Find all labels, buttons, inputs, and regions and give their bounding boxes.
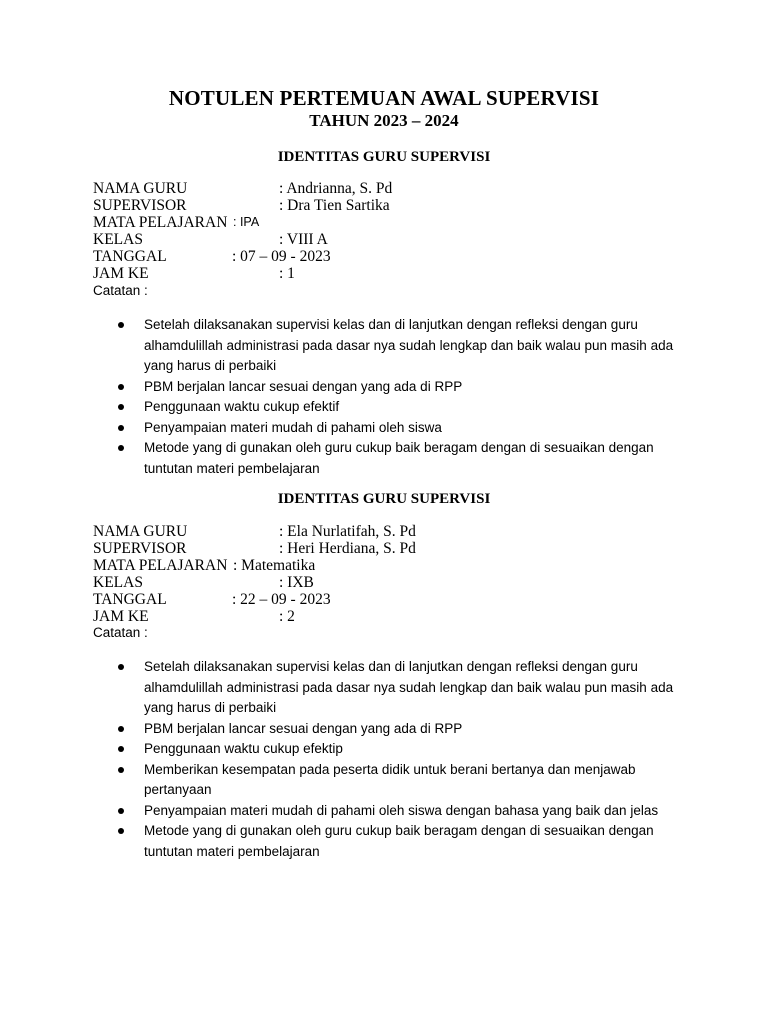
field-label: TANGGAL	[93, 248, 167, 265]
field-label: NAMA GURU	[93, 180, 188, 197]
list-item	[113, 438, 693, 479]
field-kelas	[93, 574, 693, 591]
document-title: NOTULEN PERTEMUAN AWAL SUPERVISI	[168, 86, 600, 110]
field-label: NAMA GURU	[93, 523, 188, 540]
bullet-icon	[118, 767, 124, 773]
field-tanggal	[93, 248, 693, 265]
field-value: : 2	[279, 608, 295, 625]
bullet-icon	[118, 322, 124, 328]
bullet-icon	[118, 808, 124, 814]
identity-block-1	[93, 180, 693, 282]
list-item	[113, 821, 693, 862]
list-item	[113, 801, 693, 822]
field-label: MATA PELAJARAN	[93, 557, 228, 574]
field-label: SUPERVISOR	[93, 540, 187, 557]
field-label: JAM KE	[93, 608, 149, 625]
list-item	[113, 719, 693, 740]
field-nama-guru	[93, 180, 693, 197]
list-item	[113, 315, 693, 377]
note-text: Penggunaan waktu cukup efektip	[144, 741, 343, 756]
note-text: Setelah dilaksanakan supervisi kelas dan di lanjutkan dengan refleksi dengan guru alhamdulillah administrasi pada dasar nya sudah lengkap dan baik walau pun masih ada yang harus di perbaiki	[144, 659, 674, 715]
field-label: SUPERVISOR	[93, 197, 187, 214]
field-value: : Heri Herdiana, S. Pd	[279, 540, 416, 557]
note-text: Metode yang di gunakan oleh guru cukup baik beragam dengan di sesuaikan dengan tuntutan materi pembelajaran	[144, 440, 654, 476]
field-jam-ke	[93, 265, 693, 282]
notes-label-1: Catatan :	[93, 283, 148, 298]
field-jam-ke	[93, 608, 693, 625]
bullet-icon	[118, 384, 124, 390]
note-text: PBM berjalan lancar sesuai dengan yang ada di RPP	[144, 720, 463, 736]
field-value: : Matematika	[233, 557, 316, 574]
field-value: : 07 – 09 - 2023	[232, 248, 331, 265]
bullet-icon	[118, 404, 124, 410]
field-value: : 22 – 09 - 2023	[232, 591, 331, 608]
notes-list-2	[113, 657, 693, 862]
field-value: : Dra Tien Sartika	[279, 197, 390, 214]
field-supervisor	[93, 540, 693, 557]
bullet-icon	[118, 726, 124, 732]
list-item	[113, 418, 693, 439]
field-value: : 1	[279, 265, 295, 282]
field-tanggal	[93, 591, 693, 608]
list-item	[113, 739, 693, 760]
bullet-icon	[118, 425, 124, 431]
note-text: PBM berjalan lancar sesuai dengan yang ada di RPP	[144, 378, 463, 394]
list-item	[113, 397, 693, 418]
field-kelas	[93, 231, 693, 248]
field-value: : Ela Nurlatifah, S. Pd	[279, 523, 416, 540]
field-mata-pelajaran	[93, 214, 693, 231]
field-label: KELAS	[93, 231, 143, 248]
note-text: Penyampaian materi mudah di pahami oleh siswa	[144, 419, 442, 435]
document-subtitle: TAHUN 2023 – 2024	[309, 111, 459, 130]
note-text: Memberikan kesempatan pada peserta didik untuk berani bertanya dan menjawab pertanyaan	[144, 761, 636, 797]
field-value: : IPA	[233, 215, 260, 229]
section-heading-1: IDENTITAS GURU SUPERVISI	[277, 149, 491, 165]
field-label: MATA PELAJARAN	[93, 214, 228, 231]
notes-list-1	[113, 315, 693, 479]
note-text: Setelah dilaksanakan supervisi kelas dan di lanjutkan dengan refleksi dengan guru alhamdulillah administrasi pada dasar nya sudah lengkap dan baik walau pun masih ada yang harus di perbaiki	[144, 317, 674, 373]
bullet-icon	[118, 445, 124, 451]
field-value: : IXB	[279, 574, 314, 591]
field-label: JAM KE	[93, 265, 149, 282]
field-label: KELAS	[93, 574, 143, 591]
list-item	[113, 760, 693, 801]
notes-label-2: Catatan :	[93, 625, 148, 640]
field-supervisor	[93, 197, 693, 214]
note-text: Penyampaian materi mudah di pahami oleh siswa dengan bahasa yang baik dan jelas	[144, 802, 659, 818]
bullet-icon	[118, 828, 124, 834]
field-mata-pelajaran	[93, 557, 693, 574]
field-value: : Andrianna, S. Pd	[279, 180, 393, 197]
bullet-icon	[118, 746, 124, 752]
field-nama-guru	[93, 523, 693, 540]
list-item	[113, 657, 693, 719]
identity-block-2	[93, 523, 693, 625]
field-value: : VIII A	[279, 231, 328, 248]
field-label: TANGGAL	[93, 591, 167, 608]
list-item	[113, 377, 693, 398]
note-text: Penggunaan waktu cukup efektif	[144, 399, 340, 414]
section-heading-2: IDENTITAS GURU SUPERVISI	[277, 491, 491, 507]
note-text: Metode yang di gunakan oleh guru cukup baik beragam dengan di sesuaikan dengan tuntutan materi pembelajaran	[144, 823, 654, 859]
bullet-icon	[118, 664, 124, 670]
